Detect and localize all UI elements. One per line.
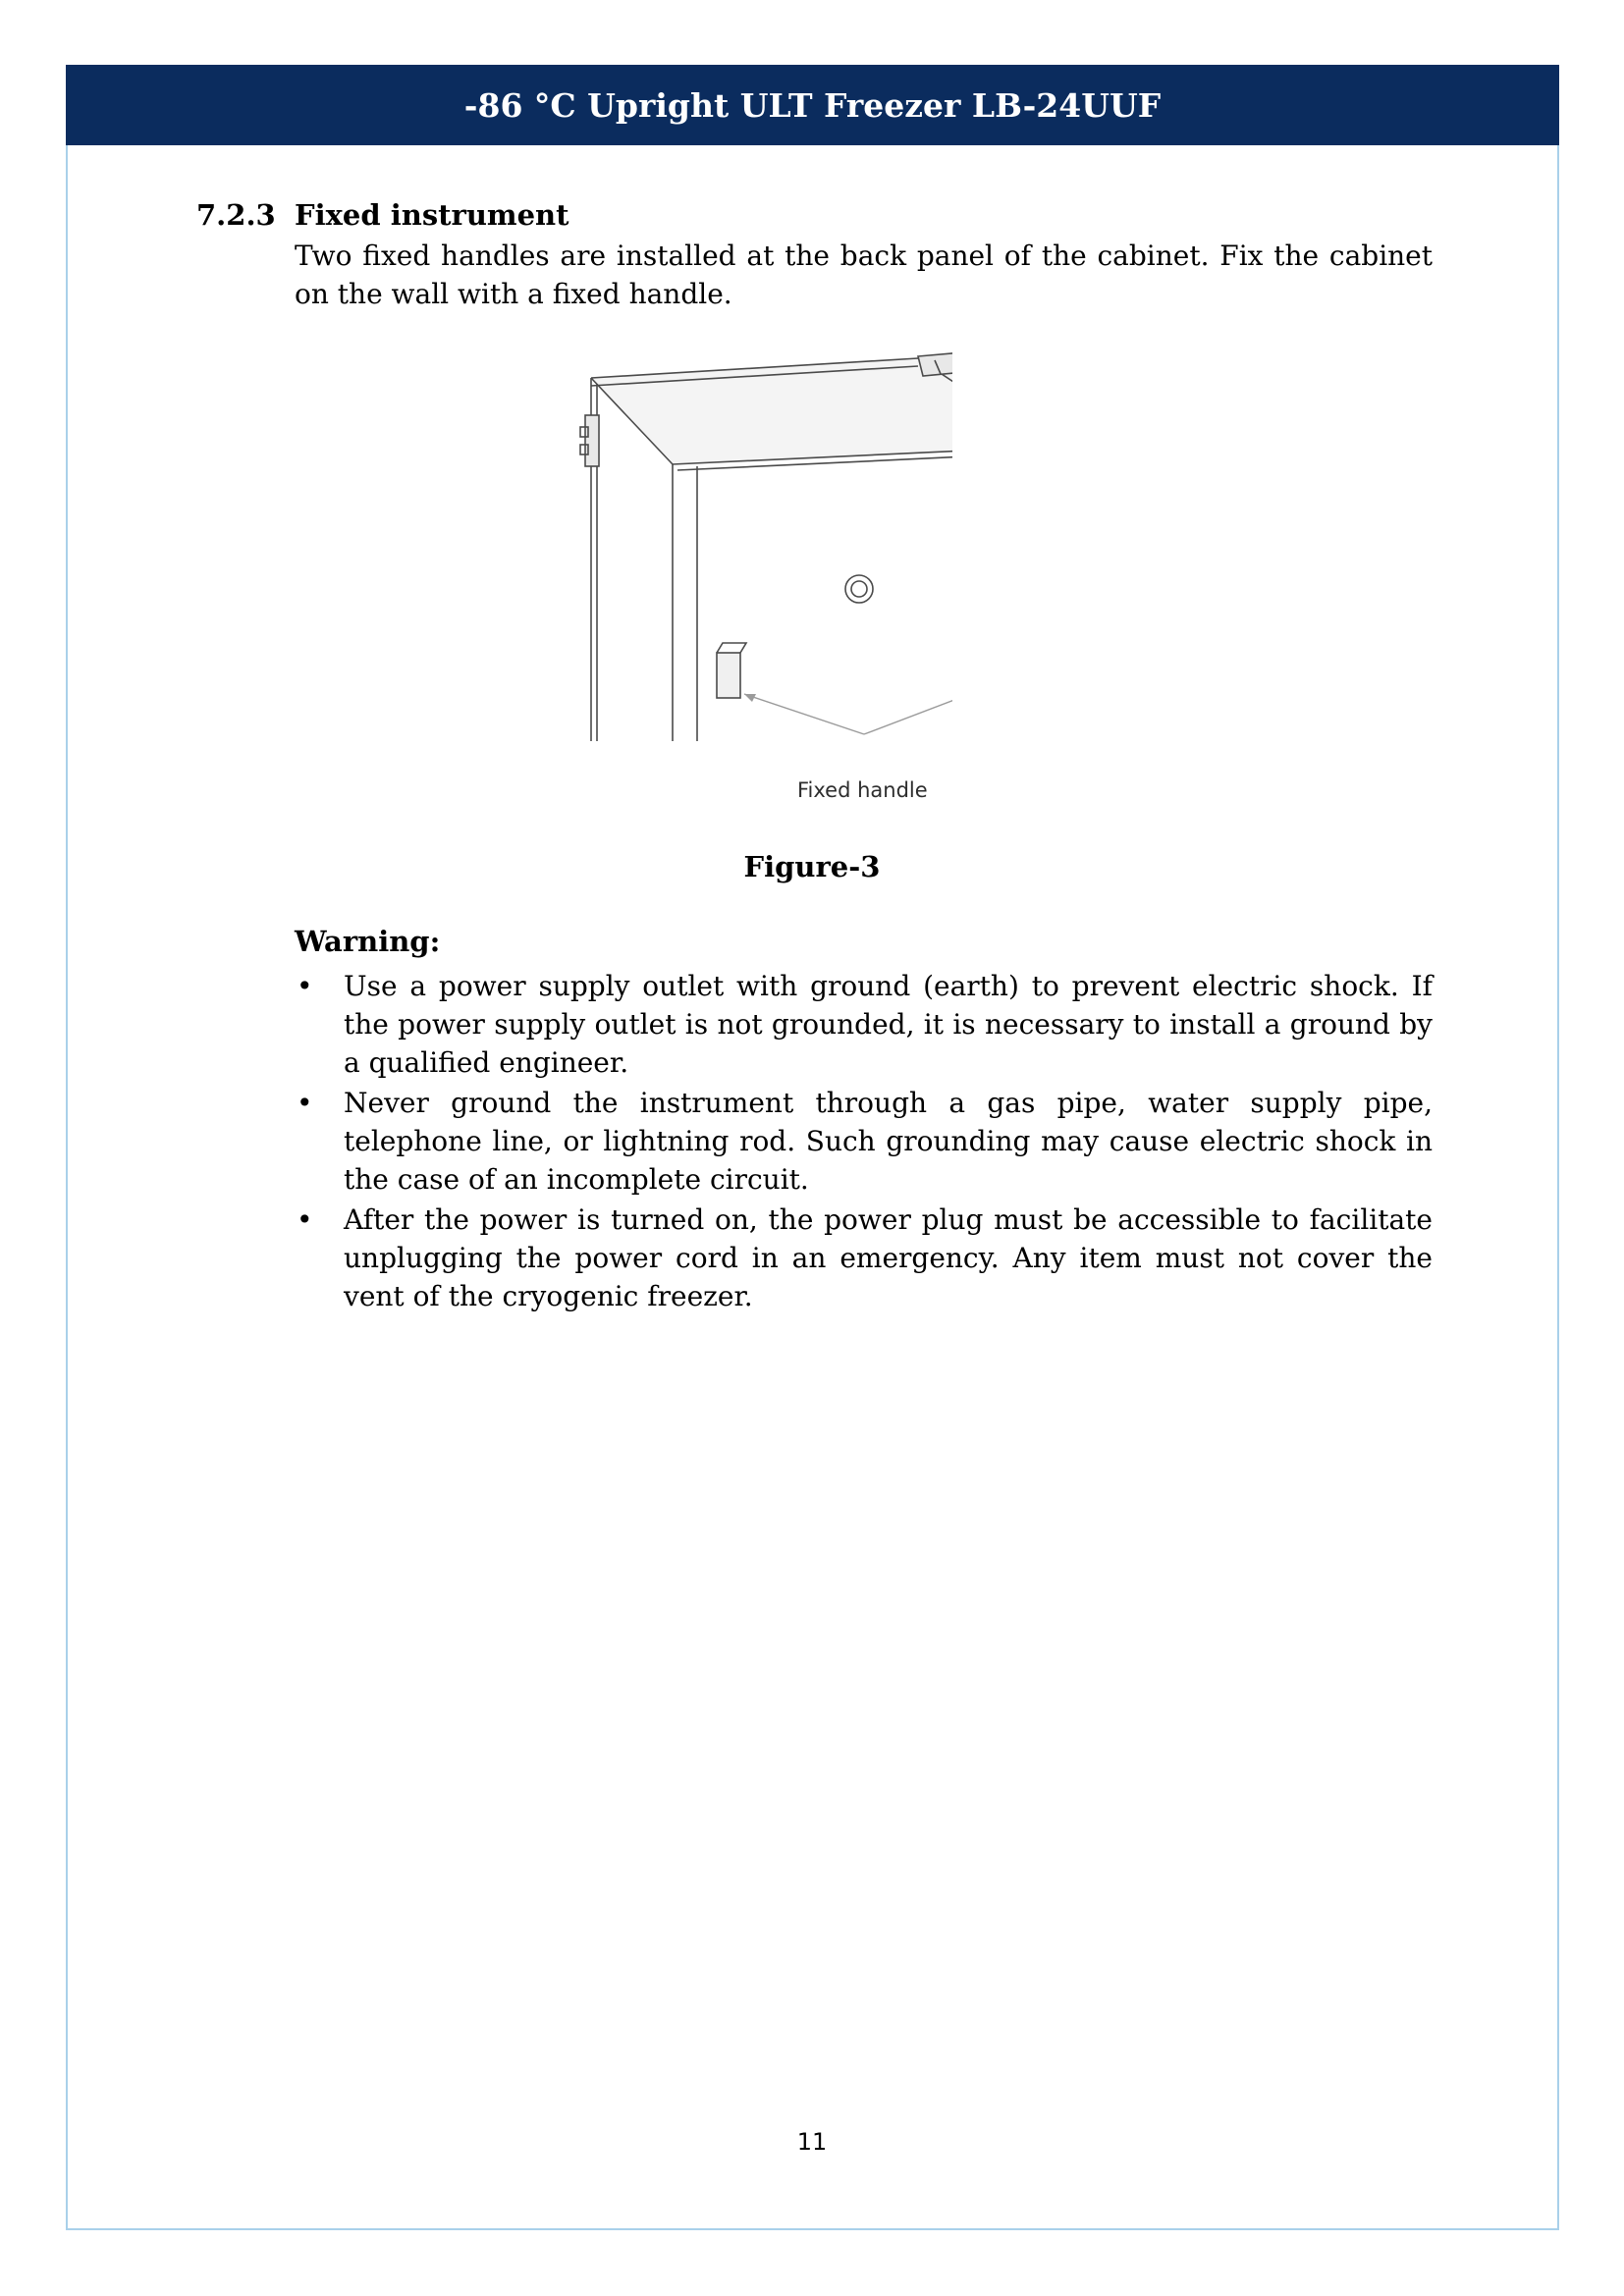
page-number: 11 — [796, 2128, 828, 2156]
list-item-text: After the power is turned on, the power plug must be accessible to facilitate unplugging the power cord in an emergency. Any item must not cover the vent of the cryogenic freezer. — [344, 1203, 1433, 1312]
bullet-icon: • — [297, 1203, 313, 1236]
header-title: -86 °C Upright ULT Freezer LB-24UUF — [463, 85, 1162, 125]
list-item-text: Never ground the instrument through a gas pipe, water supply pipe, telephone line, or lightning rod. Such grounding may cause electric shock in the case of an incomplete circuit. — [344, 1087, 1433, 1196]
figure-inner-label: Fixed handle — [797, 778, 928, 802]
freezer-figure — [579, 348, 952, 820]
list-item — [295, 1084, 1433, 1199]
section-number: 7.2.3 — [196, 198, 276, 232]
section-title: Fixed instrument — [295, 198, 569, 232]
warning-list — [295, 967, 1433, 1317]
list-item — [295, 967, 1433, 1082]
section-heading — [196, 198, 569, 232]
figure-caption: Figure-3 — [743, 850, 881, 883]
warning-title: Warning: — [295, 925, 441, 958]
list-item-text: Use a power supply outlet with ground (earth) to prevent electric shock. If the power supply outlet is not grounded, it is necessary to install a ground by a qualified engineer. — [344, 970, 1433, 1079]
freezer-drawing — [579, 348, 952, 820]
bullet-icon: • — [297, 1087, 313, 1119]
list-item — [295, 1201, 1433, 1315]
page-header — [66, 65, 1559, 145]
section-intro: Two fixed handles are installed at the back panel of the cabinet. Fix the cabinet on the wall with a fixed handle. — [295, 240, 1433, 310]
bullet-icon: • — [297, 970, 313, 1002]
